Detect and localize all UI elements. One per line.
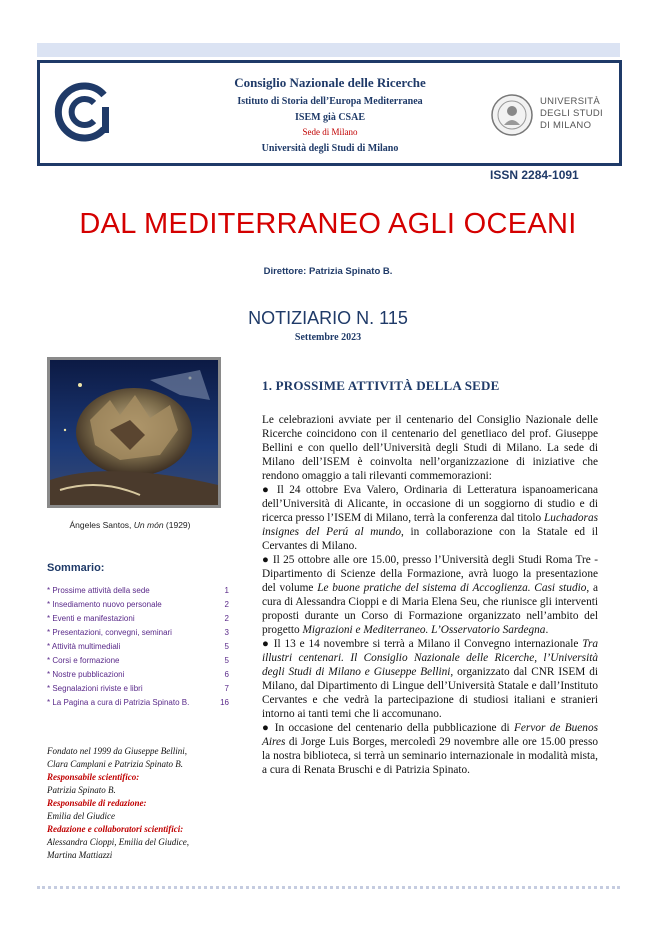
university-seal-icon: [490, 93, 534, 137]
institute-name: Istituto di Storia dell’Europa Mediterranea: [237, 96, 423, 107]
text-run: ● Il 24 ottobre Eva Valero, Ordinaria di Letteratura ispanoamericana dell’Università di Alicante, in occasione di un soggiorno di studio e di ricerca presso l’ISEM di Milano, terrà la conferenza dal titolo: [262, 484, 598, 524]
bullet-paragraph: [262, 553, 598, 637]
toc-item[interactable]: [47, 684, 235, 698]
toc-item[interactable]: [47, 614, 235, 628]
text-run-italic: Fervor de Buenos Aires: [262, 722, 598, 748]
toc-page: 3: [224, 628, 229, 637]
toc-label: * La Pagina a cura di Patrizia Spinato B.: [47, 698, 190, 707]
sommario-title: Sommario:: [47, 562, 105, 574]
editorial-lead-name: Emilia del Giudice: [47, 811, 115, 821]
painting-image: [47, 357, 221, 508]
intro-paragraph: Le celebrazioni avviate per il centenario del Consiglio Nazionale delle Ricerche coincidono con il centenario del genetliaco del prof. Giuseppe Bellini e con quello dell’Università degli Studi di Milano. La sede di Milano dell’ISEM è coinvolta nell’organizzazione di iniziative che rendono omaggio a tali rilevanti commemorazioni:: [262, 414, 598, 482]
toc-page: 6: [224, 670, 229, 679]
toc-label: * Presentazioni, convegni, seminari: [47, 628, 172, 637]
caption-year: (1929): [163, 520, 191, 530]
toc-label: * Eventi e manifestazioni: [47, 614, 135, 623]
caption-work: Un món: [133, 520, 164, 530]
unimi-logo: [490, 93, 610, 141]
text-run-italic: Le buone pratiche del sistema di Accoglienza. Casi studio: [317, 582, 587, 594]
collaborators-names-1: Alessandra Cioppi, Emilia del Giudice,: [47, 837, 189, 847]
toc-page: 1: [224, 586, 229, 595]
unimi-line-3: DI MILANO: [540, 120, 592, 131]
caption-artist: Ángeles Santos,: [69, 520, 134, 530]
issue-date: Settembre 2023: [294, 332, 362, 343]
founders-line: Clara Camplani e Patrizia Spinato B.: [47, 759, 184, 769]
text-run-italic: Tra illustri centenari. Il Consiglio Nazionale delle Ricerche, l’Università degli Studi di Milano e Giuseppe Bellini: [262, 638, 598, 678]
text-run-italic: Migrazioni e Mediterraneo. L’Osservatorio Sardegna: [302, 624, 546, 636]
section-body: [262, 413, 598, 777]
collaborators-label: Redazione e collaboratori scientifici:: [47, 824, 184, 834]
toc-item[interactable]: [47, 698, 235, 712]
text-run: ● Il 25 ottobre alle ore 15.00, presso l’Università degli Studi Roma Tre - Dipartimento di Scienze della Formazione, avrà luogo la presentazione del volume: [262, 554, 598, 594]
institution-name: Consiglio Nazionale delle Ricerche: [234, 75, 426, 90]
bullet-paragraph: [262, 483, 598, 553]
top-band: [37, 43, 620, 57]
toc-label: * Corsi e formazione: [47, 656, 120, 665]
director-line: Direttore: Patrizia Spinato B.: [263, 266, 393, 277]
issue-number: NOTIZIARIO N. 115: [248, 308, 408, 328]
toc-item[interactable]: [47, 600, 235, 614]
seat-name: Sede di Milano: [302, 127, 358, 137]
editorial-credits: [47, 745, 247, 862]
text-run: , organizzato dal CNR ISEM di Milano, dal Dipartimento di Lingue dell’Università Statale e dall’Instituto Cervantes e che vedrà la partecipazione di studiosi italiani e stranieri intorno ai tanti temi che li accomunano.: [262, 666, 598, 720]
toc-page: 5: [224, 656, 229, 665]
toc-label: * Prossime attività della sede: [47, 586, 150, 595]
scientific-lead-name: Patrizia Spinato B.: [47, 785, 116, 795]
toc-item[interactable]: [47, 670, 235, 684]
bullet-paragraph: [262, 721, 598, 777]
text-run: ● In occasione del centenario della pubblicazione di: [262, 722, 515, 734]
table-of-contents: [47, 586, 235, 712]
toc-item[interactable]: [47, 642, 235, 656]
toc-label: * Insediamento nuovo personale: [47, 600, 162, 609]
university-name: Università degli Studi di Milano: [261, 143, 399, 154]
toc-page: 16: [220, 698, 229, 707]
unimi-line-2: DEGLI STUDI: [540, 108, 603, 119]
text-run: .: [545, 624, 549, 636]
text-run: , in collaborazione con la Statale ed il Cervantes di Milano.: [262, 526, 598, 552]
text-run: , a cura di Alessandra Cioppi e di Maria Elena Seu, che riunisce gli interventi proposti durante un Corso di Formazione organizzato nell’ambito del progetto: [262, 582, 598, 636]
toc-label: * Nostre pubblicazioni: [47, 670, 125, 679]
toc-page: 2: [224, 614, 229, 623]
issn-number: ISSN 2284-1091: [490, 168, 579, 182]
editorial-lead-label: Responsabile di redazione:: [47, 798, 147, 808]
collaborators-names-2: Martina Mattiazzi: [47, 850, 113, 860]
toc-page: 5: [224, 642, 229, 651]
toc-item[interactable]: [47, 586, 235, 600]
isem-name: ISEM già CSAE: [294, 112, 365, 123]
toc-item[interactable]: [47, 628, 235, 642]
newsletter-title: DAL MEDITERRANEO AGLI OCEANI: [79, 208, 577, 240]
text-run: ● Il 13 e 14 novembre si terrà a Milano il Convegno internazionale: [262, 638, 583, 650]
masthead-header: [37, 60, 622, 166]
section-title: 1. PROSSIME ATTIVITÀ DELLA SEDE: [262, 378, 500, 393]
toc-label: * Attività multimediali: [47, 642, 121, 651]
toc-label: * Segnalazioni riviste e libri: [47, 684, 143, 693]
toc-page: 2: [224, 600, 229, 609]
text-run: di Jorge Luis Borges, mercoledì 29 novembre alle ore 15.00 presso la nostra biblioteca, si terrà un seminario internazionale in modalità mista, a cura di Renata Bruschi e di Patrizia Spinato.: [262, 736, 598, 776]
toc-page: 7: [224, 684, 229, 693]
toc-item[interactable]: [47, 656, 235, 670]
founded-line: Fondato nel 1999 da Giuseppe Bellini,: [47, 746, 187, 756]
bullet-paragraph: [262, 637, 598, 721]
painting-caption: [30, 520, 230, 530]
unimi-line-1: UNIVERSITÀ: [540, 96, 601, 107]
footer-dotted-divider: [37, 886, 620, 889]
text-run-italic: Luchadoras insignes del Perú al mundo: [262, 512, 598, 538]
scientific-lead-label: Responsabile scientifico:: [47, 772, 140, 782]
cnr-logo-icon: [52, 81, 114, 143]
